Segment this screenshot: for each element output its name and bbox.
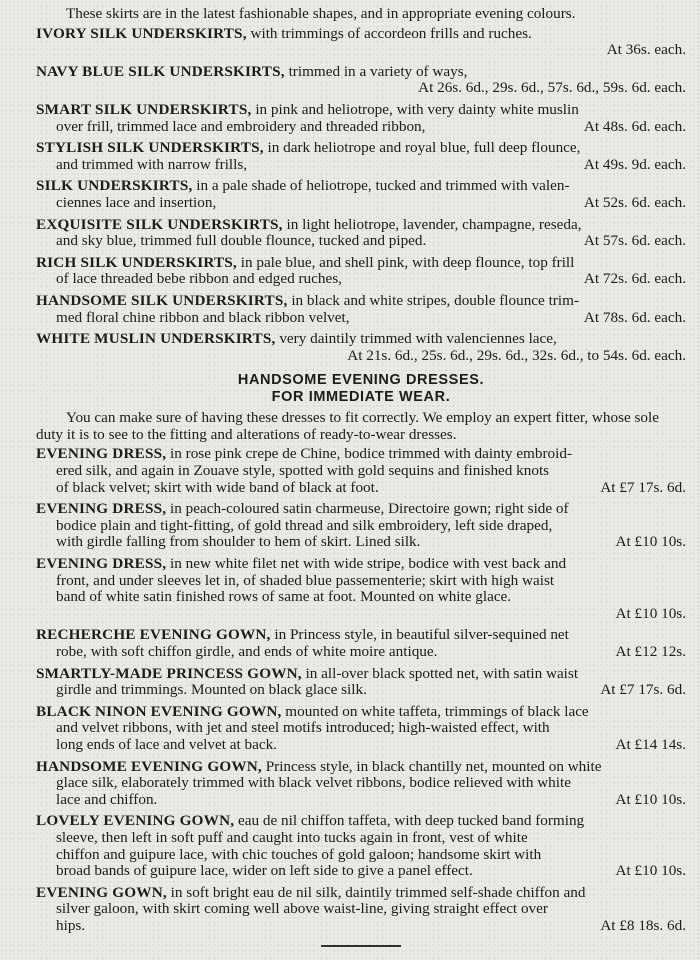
skirt-entry-9	[36, 331, 686, 364]
skirt-entry-4	[36, 140, 686, 173]
skirt-entry-7	[36, 255, 686, 288]
entry-price: At £10 10s.	[615, 862, 686, 880]
entry-description-cont: ered silk, and again in Zouave style, spotted with gold sequins and finished knots	[56, 462, 550, 480]
entry-description-cont: broad bands of guipure lace, wider on left side to give a panel effect.	[56, 862, 473, 880]
entry-price: At £10 10s.	[615, 790, 686, 808]
dress-entry-1	[36, 446, 686, 496]
entry-title: SMARTLY-MADE PRINCESS GOWN,	[36, 664, 302, 682]
entry-description: mounted on white taffeta, trimmings of black lace	[285, 702, 589, 720]
entry-description-cont: med floral chine ribbon and black ribbon velvet,	[56, 308, 350, 326]
entry-description-cont: bodice plain and tight-fitting, of gold thread and silk embroidery, left side draped,	[56, 516, 553, 534]
entry-price: At 48s. 6d. each.	[583, 117, 686, 135]
entry-price: At £14 14s.	[615, 735, 686, 753]
entry-description-cont: with girdle falling from shoulder to hem of skirt. Lined silk.	[56, 533, 421, 551]
dress-entry-5	[36, 666, 686, 699]
entry-description: in dark heliotrope and royal blue, full deep flounce,	[267, 139, 581, 157]
entry-title: WHITE MUSLIN UNDERSKIRTS,	[36, 330, 276, 348]
entry-description-cont: lace and chiffon.	[56, 790, 158, 808]
dress-entry-9	[36, 885, 686, 935]
dresses-intro: You can make sure of having these dresses to fit correctly. We employ an expert fitter, whose sole duty it is to see to the fitting and alterations of ready-to-wear dresses.	[36, 409, 659, 443]
entry-title: EVENING DRESS,	[36, 500, 167, 518]
entry-description: in pale blue, and shell pink, with deep flounce, top frill	[240, 253, 575, 271]
entry-description: in light heliotrope, lavender, champagne, reseda,	[286, 215, 582, 233]
entry-price: At £7 17s. 6d.	[600, 478, 686, 496]
skirt-entry-1	[36, 26, 686, 59]
entry-description-cont: girdle and trimmings. Mounted on black glace silk.	[56, 681, 367, 699]
entry-price: At £8 18s. 6d.	[600, 916, 686, 934]
entry-description-cont: glace silk, elaborately trimmed with black velvet ribbons, bodice relieved with white	[56, 774, 571, 792]
dress-entry-8	[36, 813, 686, 879]
entry-description-cont: silver galoon, with skirt coming well above waist-line, giving straight effect over	[56, 900, 548, 918]
entry-description-cont: and velvet ribbons, with jet and steel motifs introduced; high-waisted effect, with	[56, 719, 550, 737]
entry-price: At £10 10s.	[615, 604, 686, 622]
entry-title: NAVY BLUE SILK UNDERSKIRTS,	[36, 62, 285, 80]
entry-price: At £7 17s. 6d.	[600, 681, 686, 699]
entry-title: SILK UNDERSKIRTS,	[36, 177, 193, 195]
section-divider	[321, 945, 401, 947]
entry-description: with trimmings of accordeon frills and ruches.	[250, 24, 532, 42]
entry-description-cont: band of white satin finished rows of same at foot. Mounted on white glace.	[56, 588, 512, 606]
entry-description: eau de nil chiffon taffeta, with deep tucked band forming	[238, 812, 585, 830]
entry-description: Princess style, in black chantilly net, mounted on white	[265, 757, 602, 775]
entry-price: At 26s. 6d., 29s. 6d., 57s. 6d., 59s. 6d. each.	[418, 79, 686, 97]
entry-description: in black and white stripes, double flounce trim-	[291, 291, 579, 309]
entry-price: At 57s. 6d. each.	[583, 232, 686, 250]
entry-description: very daintily trimmed with valenciennes lace,	[279, 330, 557, 348]
entry-description: in rose pink crepe de Chine, bodice trimmed with dainty embroid-	[170, 445, 572, 463]
entry-description: trimmed in a variety of ways,	[288, 62, 468, 80]
dress-entry-4	[36, 627, 686, 660]
entry-description-cont: sleeve, then left in soft puff and caught into tucks again in front, vest of white	[56, 828, 528, 846]
skirt-entry-2	[36, 64, 686, 97]
entry-description-cont: long ends of lace and velvet at back.	[56, 735, 277, 753]
entry-price: At 52s. 6d. each.	[583, 193, 686, 211]
entry-title: LOVELY EVENING GOWN,	[36, 812, 235, 830]
entry-description: in new white filet net with wide stripe, bodice with vest back and	[170, 555, 567, 573]
entry-price: At £12 12s.	[615, 643, 686, 660]
section-heading	[36, 372, 686, 406]
entry-description: in peach-coloured satin charmeuse, Directoire gown; right side of	[170, 500, 569, 518]
entry-title: EXQUISITE SILK UNDERSKIRTS,	[36, 215, 283, 233]
skirt-entry-6	[36, 217, 686, 250]
entry-title: BLACK NINON EVENING GOWN,	[36, 702, 282, 720]
dress-entry-2	[36, 501, 686, 551]
entry-title: RICH SILK UNDERSKIRTS,	[36, 253, 237, 271]
section-heading-line2: FOR IMMEDIATE WEAR.	[271, 389, 451, 406]
skirts-intro: These skirts are in the latest fashionable shapes, and in appropriate evening colours.	[66, 5, 576, 22]
skirt-entry-8	[36, 293, 686, 326]
entry-title: IVORY SILK UNDERSKIRTS,	[36, 24, 247, 42]
dress-entry-3	[36, 556, 686, 622]
entry-title: STYLISH SILK UNDERSKIRTS,	[36, 139, 264, 157]
entry-description-cont: chiffon and guipure lace, with chic touches of gold galoon; handsome skirt with	[56, 845, 542, 863]
entry-description: in pink and heliotrope, with very dainty white muslin	[255, 100, 579, 118]
entry-price: At 21s. 6d., 25s. 6d., 29s. 6d., 32s. 6d., to 54s. 6d. each.	[347, 346, 686, 364]
entry-description: in a pale shade of heliotrope, tucked and trimmed with valen-	[196, 177, 570, 195]
entry-description-cont: ciennes lace and insertion,	[56, 193, 217, 211]
section-heading-line1: HANDSOME EVENING DRESSES.	[237, 372, 485, 389]
entry-title: HANDSOME SILK UNDERSKIRTS,	[36, 291, 288, 309]
entry-description: in soft bright eau de nil silk, daintily trimmed self-shade chiffon and	[170, 883, 586, 901]
entry-title: EVENING GOWN,	[36, 883, 167, 901]
entry-description: in Princess style, in beautiful silver-sequined net	[274, 626, 569, 644]
entry-description-cont: of black velvet; skirt with wide band of black at foot.	[56, 478, 379, 496]
entry-description: in all-over black spotted net, with satin waist	[305, 664, 579, 682]
entry-description-cont: and sky blue, trimmed full double flounce, tucked and piped.	[56, 232, 427, 250]
entry-description-cont: of lace threaded bebe ribbon and edged ruches,	[56, 270, 342, 288]
skirt-entry-5	[36, 178, 686, 211]
dress-entry-6	[36, 704, 686, 754]
entry-description-cont: and trimmed with narrow frills,	[56, 155, 248, 173]
entry-price: At 49s. 9d. each.	[583, 155, 686, 173]
entry-title: RECHERCHE EVENING GOWN,	[36, 626, 271, 644]
entry-description-cont: robe, with soft chiffon girdle, and ends of white moire antique.	[56, 643, 438, 660]
entry-title: EVENING DRESS,	[36, 555, 167, 573]
entry-description-cont: over frill, trimmed lace and embroidery and threaded ribbon,	[56, 117, 426, 135]
entry-description-cont: hips.	[56, 916, 86, 934]
entry-title: SMART SILK UNDERSKIRTS,	[36, 100, 252, 118]
entry-price: At £10 10s.	[615, 533, 686, 551]
entry-price: At 36s. each.	[606, 41, 686, 59]
entry-title: EVENING DRESS,	[36, 445, 167, 463]
entry-price: At 78s. 6d. each.	[583, 308, 686, 326]
entry-price: At 72s. 6d. each.	[583, 270, 686, 288]
dress-entry-7	[36, 759, 686, 809]
entry-title: HANDSOME EVENING GOWN,	[36, 757, 262, 775]
entry-description-cont: front, and under sleeves let in, of shaded blue passementerie; skirt with high waist	[56, 571, 555, 589]
skirt-entry-3	[36, 102, 686, 135]
